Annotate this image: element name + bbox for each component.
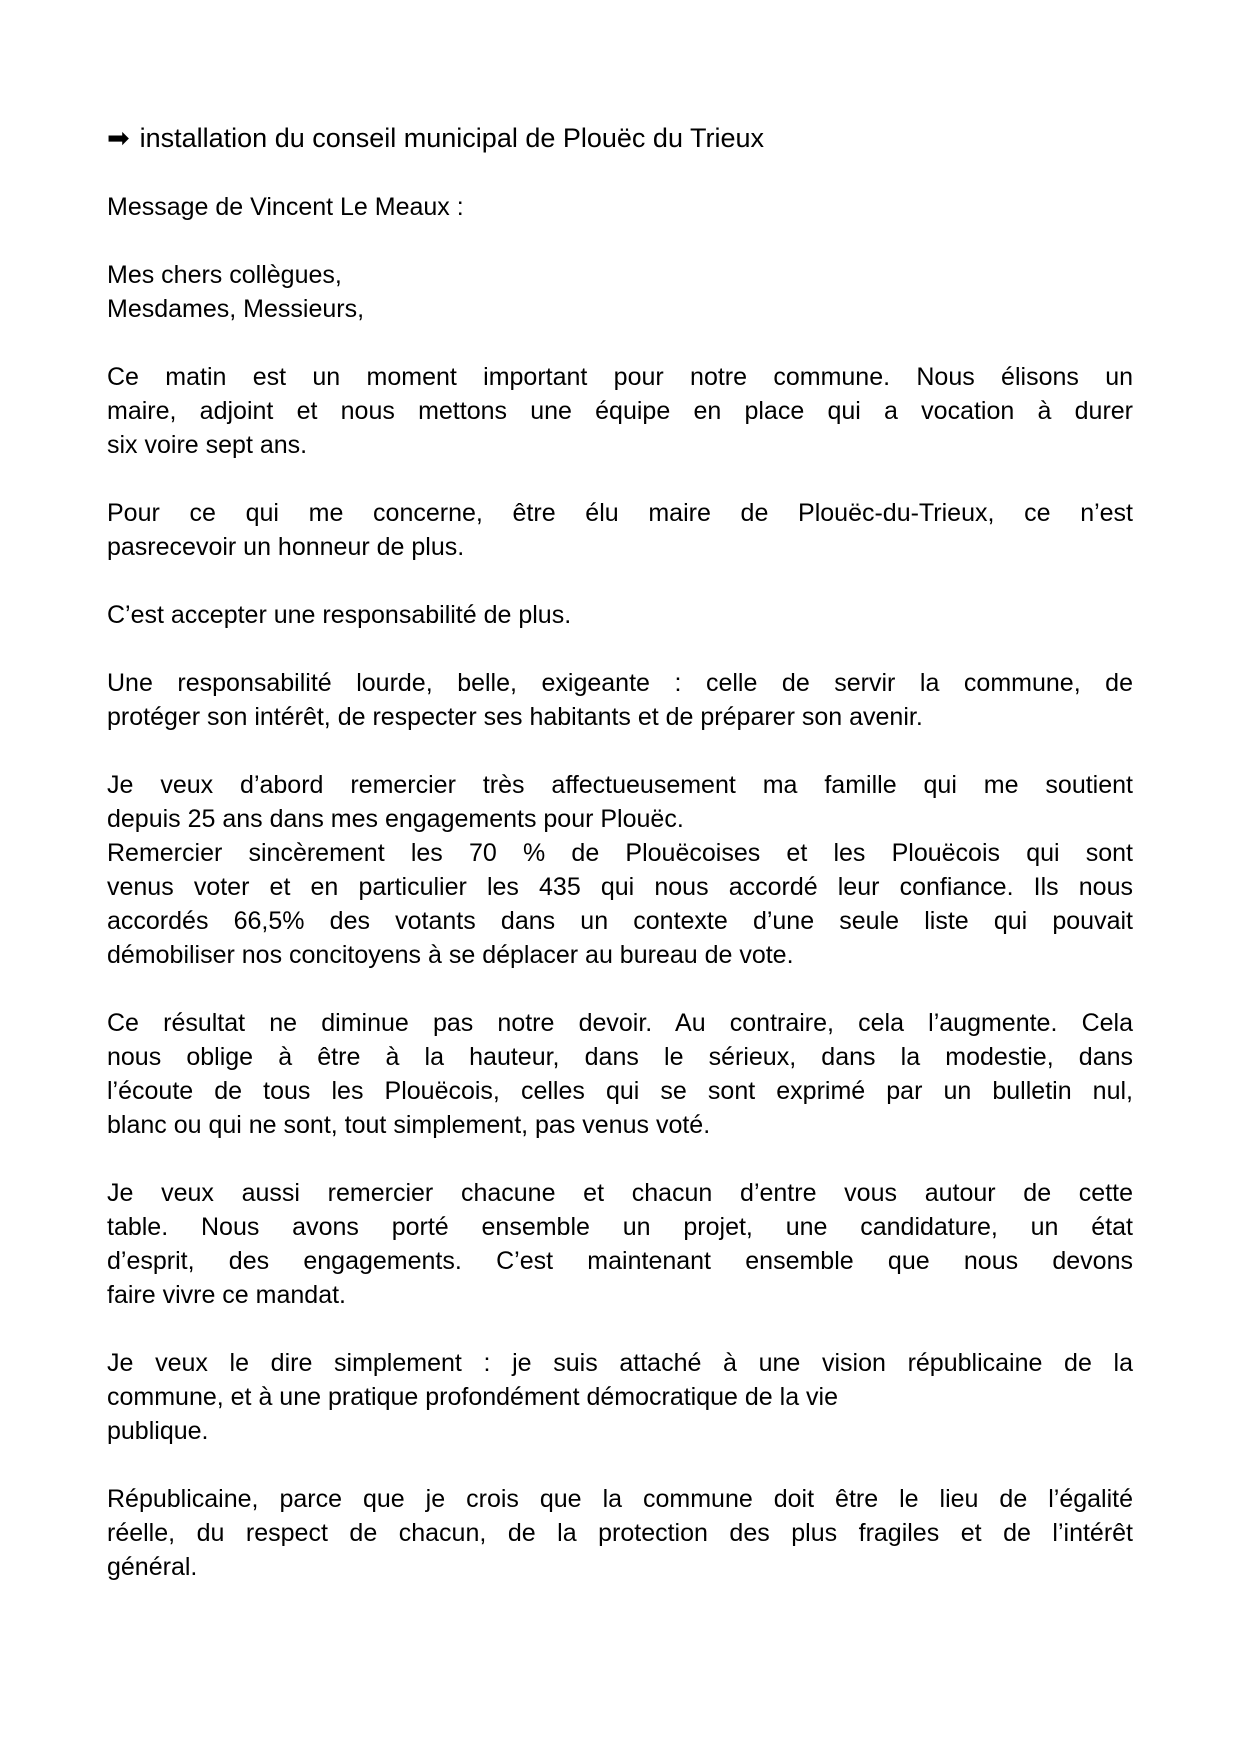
paragraph — [107, 666, 1133, 734]
text-line: Je veux le dire simplement : je suis attaché à une vision républicaine de la — [107, 1349, 1133, 1377]
paragraph — [107, 1176, 1133, 1312]
author-line: Message de Vincent Le Meaux : — [107, 193, 464, 221]
title-text: installation du conseil municipal de Plouëc du Trieux — [139, 123, 764, 153]
text-line: blanc ou qui ne sont, tout simplement, pas venus voté. — [107, 1111, 711, 1139]
text-line: commune, et à une pratique profondément démocratique de la vie — [107, 1383, 839, 1411]
text-line: démobiliser nos concitoyens à se déplacer au bureau de vote. — [107, 941, 794, 969]
text-line: général. — [107, 1553, 198, 1581]
paragraph — [107, 360, 1133, 462]
text-line: l’écoute de tous les Plouëcois, celles qui se sont exprimé par un bulletin nul, — [107, 1077, 1133, 1105]
text-line: six voire sept ans. — [107, 431, 308, 459]
paragraph — [107, 1006, 1133, 1142]
text-line: accordés 66,5% des votants dans un contexte d’une seule liste qui pouvait — [107, 907, 1133, 935]
text-line: Ce résultat ne diminue pas notre devoir. Au contraire, cela l’augmente. Cela — [107, 1009, 1133, 1037]
paragraph — [107, 598, 1133, 632]
text-line: maire, adjoint et nous mettons une équipe en place qui a vocation à durer — [107, 397, 1133, 425]
document-title — [107, 118, 1133, 158]
paragraph — [107, 1482, 1133, 1584]
text-line: Ce matin est un moment important pour notre commune. Nous élisons un — [107, 363, 1133, 391]
text-line: Je veux aussi remercier chacune et chacun d’entre vous autour de cette — [107, 1179, 1133, 1207]
text-line: Une responsabilité lourde, belle, exigeante : celle de servir la commune, de — [107, 669, 1133, 697]
text-line: C’est accepter une responsabilité de plus. — [107, 601, 572, 629]
text-line: depuis 25 ans dans mes engagements pour Plouëc. — [107, 805, 684, 833]
salutation-line: Mes chers collègues, — [107, 261, 342, 289]
salutation — [107, 258, 1133, 326]
text-line: venus voter et en particulier les 435 qui nous accordé leur confiance. Ils nous — [107, 873, 1133, 901]
text-line: Remercier sincèrement les 70 % de Plouëcoises et les Plouëcois qui sont — [107, 839, 1133, 867]
paragraph — [107, 496, 1133, 564]
text-line: Républicaine, parce que je crois que la commune doit être le lieu de l’égalité — [107, 1485, 1133, 1513]
text-line: pasrecevoir un honneur de plus. — [107, 533, 465, 561]
text-line: publique. — [107, 1417, 209, 1445]
text-line: Pour ce qui me concerne, être élu maire de Plouëc-du-Trieux, ce n’est — [107, 499, 1133, 527]
text-line: d’esprit, des engagements. C’est maintenant ensemble que nous devons — [107, 1247, 1133, 1275]
text-line: table. Nous avons porté ensemble un projet, une candidature, un état — [107, 1213, 1133, 1241]
paragraph — [107, 768, 1133, 972]
text-line: Je veux d’abord remercier très affectueusement ma famille qui me soutient — [107, 771, 1133, 799]
text-line: nous oblige à être à la hauteur, dans le sérieux, dans la modestie, dans — [107, 1043, 1133, 1071]
text-line: protéger son intérêt, de respecter ses habitants et de préparer son avenir. — [107, 703, 923, 731]
paragraph — [107, 1346, 1133, 1448]
right-arrow-icon: ➡ — [107, 123, 130, 153]
text-line: faire vivre ce mandat. — [107, 1281, 346, 1309]
text-line: réelle, du respect de chacun, de la protection des plus fragiles et de l’intérêt — [107, 1519, 1133, 1547]
salutation-line: Mesdames, Messieurs, — [107, 295, 365, 323]
document-body — [107, 360, 1133, 1584]
